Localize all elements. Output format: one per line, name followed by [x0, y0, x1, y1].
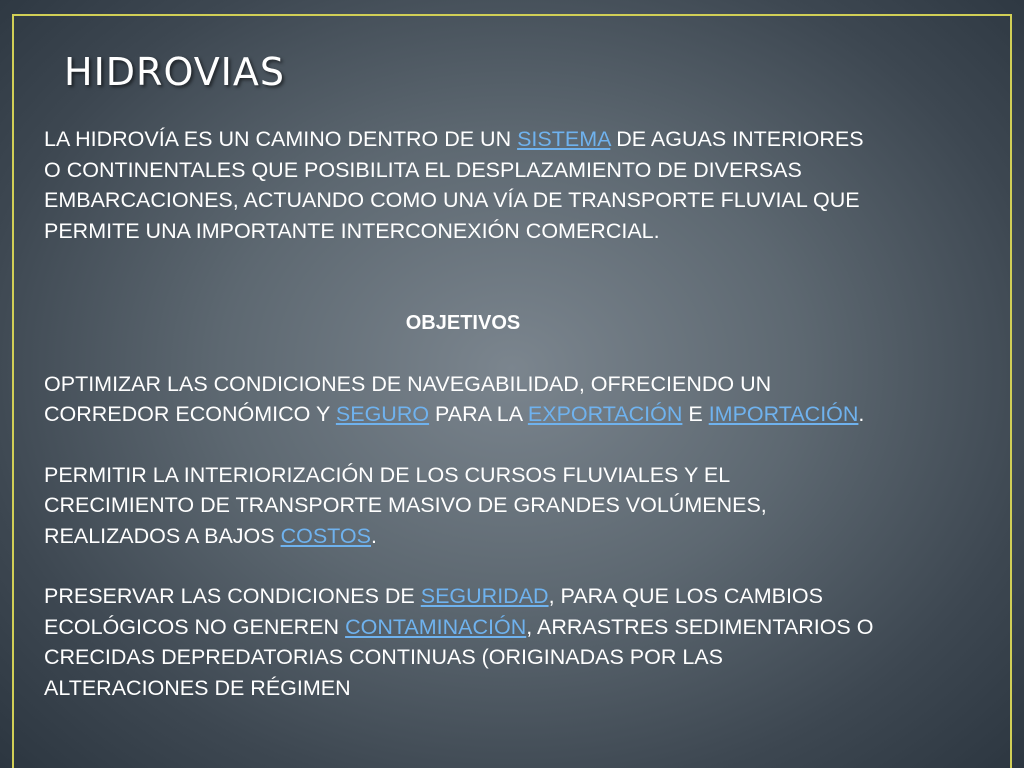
- objective-1-text-4: .: [858, 402, 865, 426]
- objectives-heading: OBJETIVOS: [405, 312, 521, 334]
- exportacion-link[interactable]: EXPORTACIÓN: [527, 402, 683, 426]
- objective-2: [44, 460, 874, 552]
- objective-3-text-1: PRESERVAR LAS CONDICIONES DE: [44, 584, 421, 608]
- objective-3: [44, 581, 874, 703]
- objective-2-text-1: PERMITIR LA INTERIORIZACIÓN DE LOS CURSOS FLUVIALES Y EL CRECIMIENTO DE TRANSPORTE MASIVO DE GRANDES VOLÚMENES, REALIZADOS A BAJOS: [44, 462, 767, 548]
- objective-1-text-2: PARA LA: [429, 402, 528, 426]
- seguridad-link[interactable]: SEGURIDAD: [420, 584, 549, 608]
- objective-1: [44, 369, 874, 430]
- slide-title: HIDROVIAS: [64, 50, 286, 94]
- importacion-link[interactable]: IMPORTACIÓN: [708, 402, 859, 426]
- objective-3-text-3: , ARRASTRES SEDIMENTARIOS O CRECIDAS DEPREDATORIAS CONTINUAS (ORIGINADAS POR LAS ALTERACIONES DE RÉGIMEN: [44, 614, 874, 700]
- intro-text-2: DE AGUAS INTERIORES O CONTINENTALES QUE POSIBILITA EL DESPLAZAMIENTO DE DIVERSAS EMBARCACIONES, ACTUANDO COMO UNA VÍA DE TRANSPORTE FLUVIAL QUE PERMITE UNA IMPORTANTE INTERCONEXIÓN COMERCIAL.: [44, 127, 864, 243]
- slide-content: [44, 124, 874, 703]
- intro-text-1: LA HIDROVÍA ES UN CAMINO DENTRO DE UN: [44, 127, 518, 151]
- sistema-link[interactable]: SISTEMA: [517, 127, 611, 151]
- seguro-link[interactable]: SEGURO: [335, 402, 430, 426]
- objective-1-text-3: E: [682, 402, 709, 426]
- objective-1-text-1: OPTIMIZAR LAS CONDICIONES DE NAVEGABILIDAD, OFRECIENDO UN CORREDOR ECONÓMICO Y: [44, 371, 772, 426]
- contaminacion-link[interactable]: CONTAMINACIÓN: [345, 614, 527, 639]
- intro-paragraph: [44, 124, 874, 246]
- costos-link[interactable]: COSTOS: [280, 523, 371, 548]
- objective-3-text-2: , PARA QUE LOS CAMBIOS ECOLÓGICOS NO GENEREN: [44, 584, 823, 639]
- objective-2-text-2: .: [371, 523, 377, 548]
